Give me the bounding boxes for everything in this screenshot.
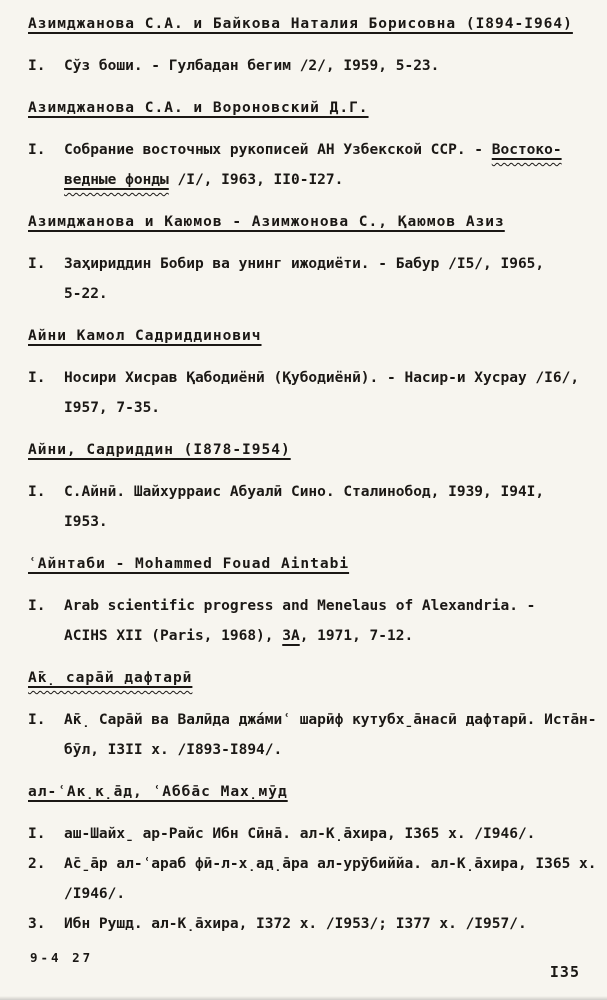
bibliography-section (28, 777, 599, 939)
entry-text: , 1971, 7-12. (299, 628, 414, 644)
entry-text (64, 477, 599, 537)
heading-underlined-wavy-text (28, 670, 192, 686)
bibliography-section (28, 93, 599, 195)
entry-line (64, 705, 599, 735)
bibliography-section (28, 663, 599, 765)
section-entries (28, 249, 599, 309)
entry-line (64, 249, 599, 279)
section-entries (28, 135, 599, 195)
entry-text: бӯл, I3II х. /I893-I894/. (64, 742, 283, 758)
bibliography-section (28, 207, 599, 309)
entry-line (64, 591, 599, 621)
entry-text: аш-Шайх̱ ар-Райс Ибн Сӣна̄. ал-К̣а̄хира, I365 х. /I946/. (64, 826, 536, 842)
entry-text: /I/, I963, II0-I27. (168, 172, 344, 188)
entry-text (64, 591, 599, 651)
section-heading (28, 9, 599, 39)
bibliography-entry (28, 249, 599, 309)
heading-underlined-text: Азимджанова и Каюмов - Азимжонова С., Қаюмов Азиз (28, 214, 505, 230)
section-entries (28, 477, 599, 537)
bibliography-entry (28, 477, 599, 537)
entry-underlined-wavy-text (492, 142, 562, 158)
entry-text: Заҳириддин Бобир ва унинг ижодиёти. - Бабур /I5/, I965, (64, 256, 545, 272)
section-entries (28, 363, 599, 423)
heading-underlined-text: Азимджанова С.А. и Байкова Наталия Борисовна (I894-I964) (28, 16, 573, 32)
bibliography-entry (28, 849, 599, 909)
entry-number: I. (28, 598, 46, 614)
section-heading (28, 663, 599, 693)
section-heading (28, 435, 599, 465)
entry-text (64, 135, 599, 195)
entry-line (64, 909, 599, 939)
entry-number: I. (28, 370, 46, 386)
entry-text (64, 819, 599, 849)
entry-text (64, 909, 599, 939)
entry-text: Носири Хисрав Қабодиёнӣ (Қубодиёнӣ). - Насир-и Хусрау /I6/, (64, 370, 580, 386)
entry-text: А̄с̱а̄р ал-ʿараб фӣ-л-х̣ад̣а̄ра ал-урӯбиййа. ал-К̣а̄хира, I365 х. (64, 856, 597, 872)
bibliography-section (28, 9, 599, 81)
entry-text (64, 363, 599, 423)
section-heading (28, 777, 599, 807)
entry-text (64, 849, 599, 909)
section-entries (28, 591, 599, 651)
entry-text (64, 51, 599, 81)
heading-underlined-text: ал-ʿАк̣к̣а̄д, ʿАбба̄с Мах̣мӯд (28, 784, 288, 800)
entry-number: I. (28, 484, 46, 500)
entry-wavy-inner: Востоко- (491, 142, 562, 158)
section-heading (28, 93, 599, 123)
bibliography-entry (28, 51, 599, 81)
entry-text (64, 249, 599, 309)
section-heading (28, 549, 599, 579)
entry-line (64, 279, 599, 309)
section-heading (28, 207, 599, 237)
entry-line (64, 165, 599, 195)
heading-underlined-text: Азимджанова С.А. и Вороновский Д.Г. (28, 100, 369, 116)
bibliography-entry (28, 705, 599, 765)
bibliography-section (28, 321, 599, 423)
entry-text: Arab scientific progress and Menelaus of Alexandria. - (64, 598, 536, 614)
entry-underlined-text: 3A (282, 628, 300, 644)
entry-number: I. (28, 826, 46, 842)
bibliography-entry (28, 909, 599, 939)
entry-underlined-wavy-text (64, 172, 169, 188)
entry-number: 2. (28, 856, 46, 872)
entry-number: I. (28, 256, 46, 272)
heading-underlined-text: Айни Камол Садриддинович (28, 328, 262, 344)
bibliography-entry (28, 591, 599, 651)
entry-text: /I946/. (64, 886, 126, 902)
bibliography-section (28, 435, 599, 537)
entry-line (64, 477, 599, 507)
entry-text: Ибн Рушд. ал-К̣а̄хира, I372 х. /I953/; I377 х. /I957/. (64, 916, 527, 932)
entry-text: А̄к̣ Сара̄й ва Валӣда джа́миʿ шарӣф кутубх̱а̄насӣ дафтарӣ. Иста̄н- (64, 712, 597, 728)
entry-text (64, 705, 599, 765)
bibliography-section (28, 549, 599, 651)
entry-text: I957, 7-35. (64, 400, 161, 416)
entry-line (64, 819, 599, 849)
bibliography-entry (28, 135, 599, 195)
bibliography-entry (28, 363, 599, 423)
entry-line (64, 135, 599, 165)
entry-text: С.Айнӣ. Шайхурраис Абуалӣ Сино. Сталинобод, I939, I94I, (64, 484, 545, 500)
entry-line (64, 735, 599, 765)
entry-line (64, 51, 599, 81)
entry-line (64, 849, 599, 879)
entry-text: 5-22. (64, 286, 108, 302)
heading-underlined-text: ʿАйнтаби - Mohammed Fouad Aintabi (28, 556, 350, 572)
heading-underlined-text: Айни, Садриддин (I878-I954) (28, 442, 291, 458)
entry-text: I953. (64, 514, 108, 530)
print-signature: 9-4 27 (30, 950, 94, 965)
section-entries (28, 819, 599, 939)
bibliography (28, 9, 599, 939)
entry-number: I. (28, 58, 46, 74)
entry-line (64, 879, 599, 909)
entry-wavy-inner: ведные фонды (64, 172, 169, 188)
entry-line (64, 621, 599, 651)
entry-number: I. (28, 142, 46, 158)
entry-text: ACIHS XII (Paris, 1968), (64, 628, 283, 644)
entry-number: 3. (28, 916, 46, 932)
page-number: I35 (549, 963, 580, 981)
section-entries (28, 705, 599, 765)
bibliography-entry (28, 819, 599, 849)
entry-line (64, 363, 599, 393)
entry-line (64, 507, 599, 537)
entry-line (64, 393, 599, 423)
entry-text: Собрание восточных рукописей АН Узбекской ССР. - (64, 142, 492, 158)
section-heading (28, 321, 599, 351)
section-entries (28, 51, 599, 81)
entry-text: Сўз боши. - Гулбадан бегим /2/, I959, 5-23. (64, 58, 440, 74)
entry-number: I. (28, 712, 46, 728)
heading-wavy-inner: А̄к̣ сара̄й дафтарӣ (28, 670, 193, 686)
